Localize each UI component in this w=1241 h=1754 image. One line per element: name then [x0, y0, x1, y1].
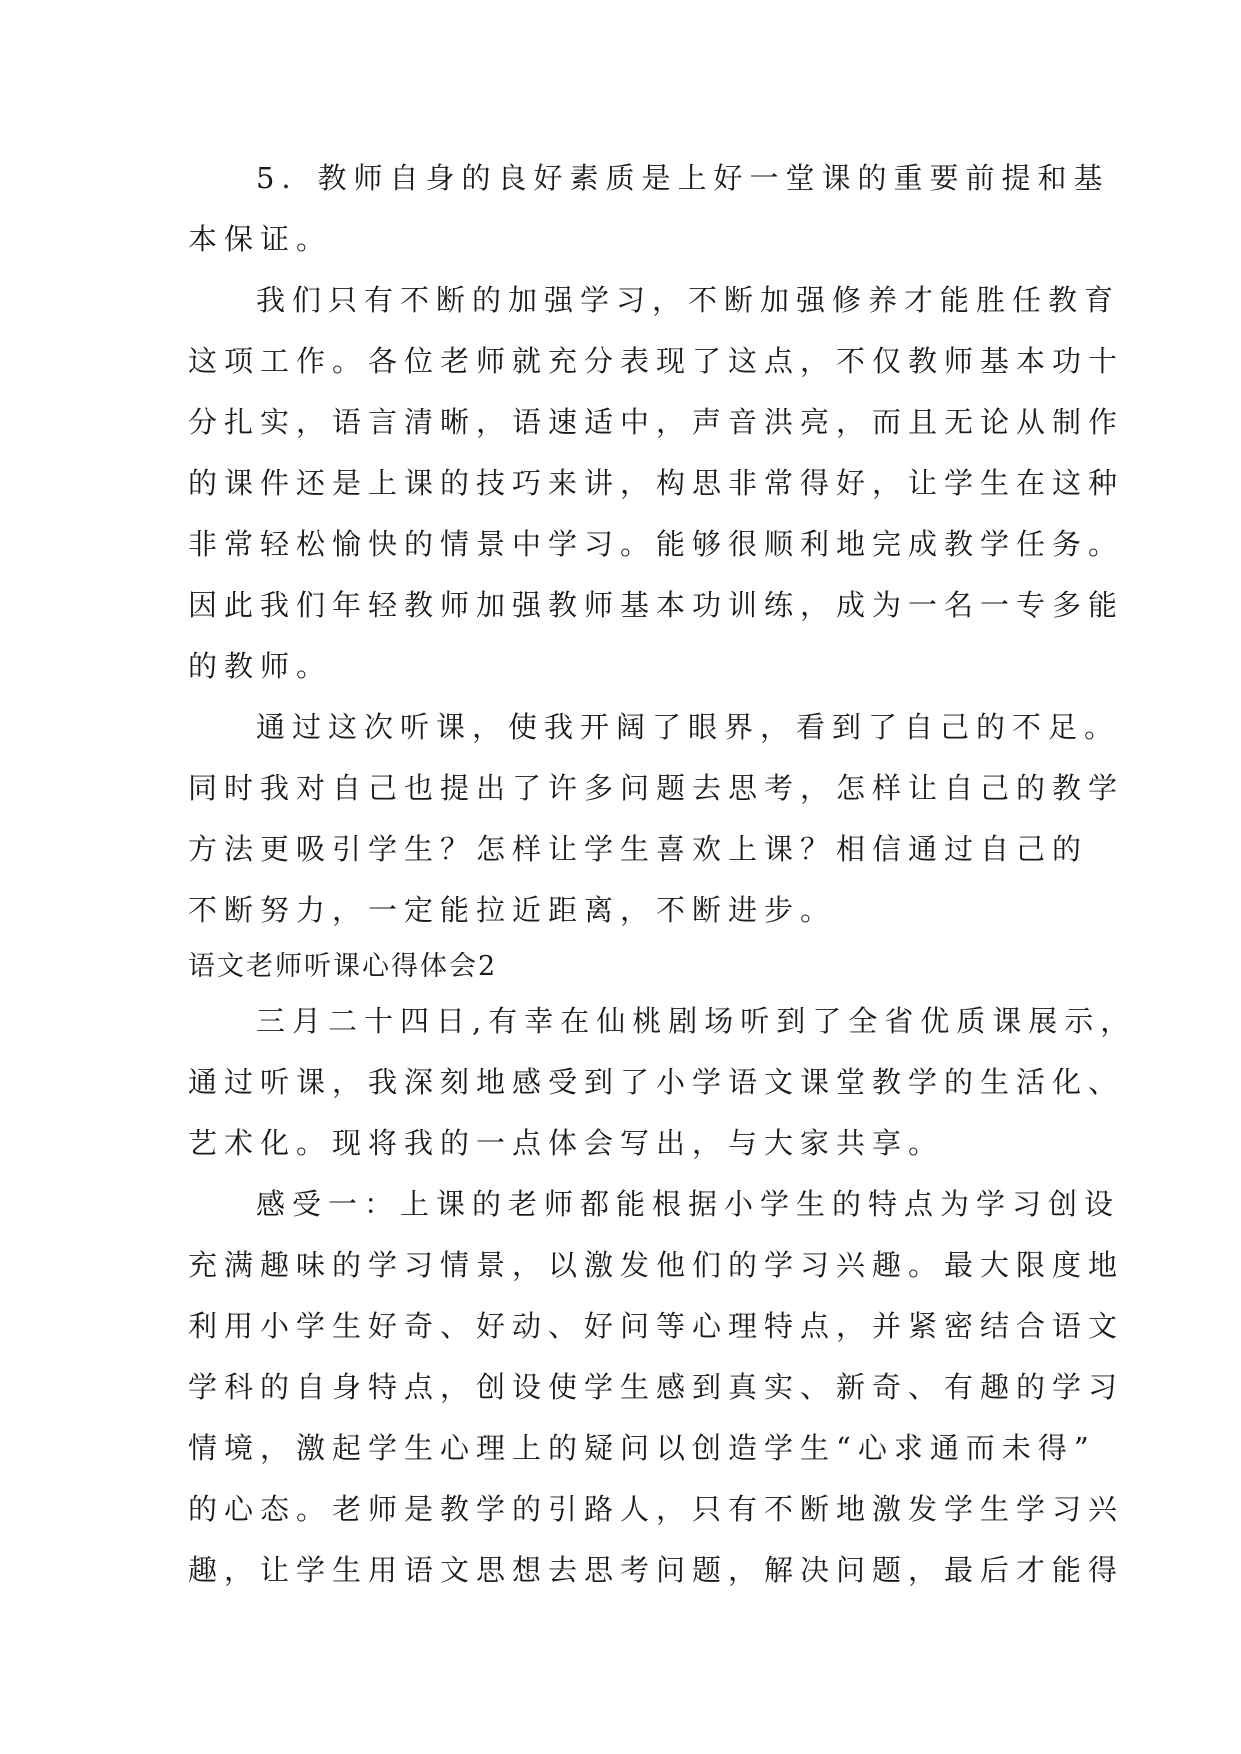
paragraph	[188, 158, 1110, 259]
text-line: 的心态。老师是教学的引路人，只有不断地激发学生学习兴	[188, 1492, 1125, 1526]
text-line: 充满趣味的学习情景，以激发他们的学习兴趣。最大限度地	[188, 1248, 1125, 1282]
text-line: 三月二十四日,有幸在仙桃剧场听到了全省优质课展示，	[256, 1004, 1137, 1038]
text-line: 通过这次听课，使我开阔了眼界，看到了自己的不足。	[256, 710, 1121, 744]
text-line: 学科的自身特点，创设使学生感到真实、新奇、有趣的学习	[188, 1370, 1125, 1404]
text-line: 方法更吸引学生？怎样让学生喜欢上课？相信通过自己的	[188, 832, 1089, 866]
document-body	[188, 158, 1137, 1611]
text-line: 我们只有不断的加强学习，不断加强修养才能胜任教育	[256, 283, 1121, 317]
text-line: 感受一：上课的老师都能根据小学生的特点为学习创设	[256, 1187, 1121, 1221]
section-heading: 语文老师听课心得体会2	[188, 951, 498, 982]
text-line: 趣，让学生用语文思想去思考问题，解决问题，最后才能得	[188, 1553, 1125, 1587]
text-line: 因此我们年轻教师加强教师基本功训练，成为一名一专多能	[188, 588, 1125, 622]
text-line: 的课件还是上课的技巧来讲，构思非常得好，让学生在这种	[188, 466, 1125, 500]
text-line: 情境，激起学生心理上的疑问以创造学生“心求通而未得”	[188, 1431, 1096, 1465]
text-line: 通过听课，我深刻地感受到了小学语文课堂教学的生活化、	[188, 1065, 1125, 1099]
paragraph	[188, 1184, 1125, 1590]
text-line: 分扎实，语言清晰，语速适中，声音洪亮，而且无论从制作	[188, 405, 1125, 439]
text-line: 不断努力，一定能拉近距离，不断进步。	[188, 893, 837, 927]
paragraph	[188, 1001, 1137, 1163]
text-line: 同时我对自己也提出了许多问题去思考，怎样让自己的教学	[188, 771, 1125, 805]
text-line: 艺术化。现将我的一点体会写出，与大家共享。	[188, 1126, 945, 1160]
text-line: 5．教师自身的良好素质是上好一堂课的重要前提和基	[256, 161, 1110, 195]
text-line: 非常轻松愉快的情景中学习。能够很顺利地完成教学任务。	[188, 527, 1125, 561]
paragraph	[188, 280, 1125, 686]
text-line: 这项工作。各位老师就充分表现了这点，不仅教师基本功十	[188, 344, 1125, 378]
text-line: 的教师。	[188, 649, 333, 683]
text-line: 利用小学生好奇、好动、好问等心理特点，并紧密结合语文	[188, 1309, 1125, 1343]
paragraph	[188, 707, 1125, 930]
text-line: 本保证。	[188, 222, 333, 256]
